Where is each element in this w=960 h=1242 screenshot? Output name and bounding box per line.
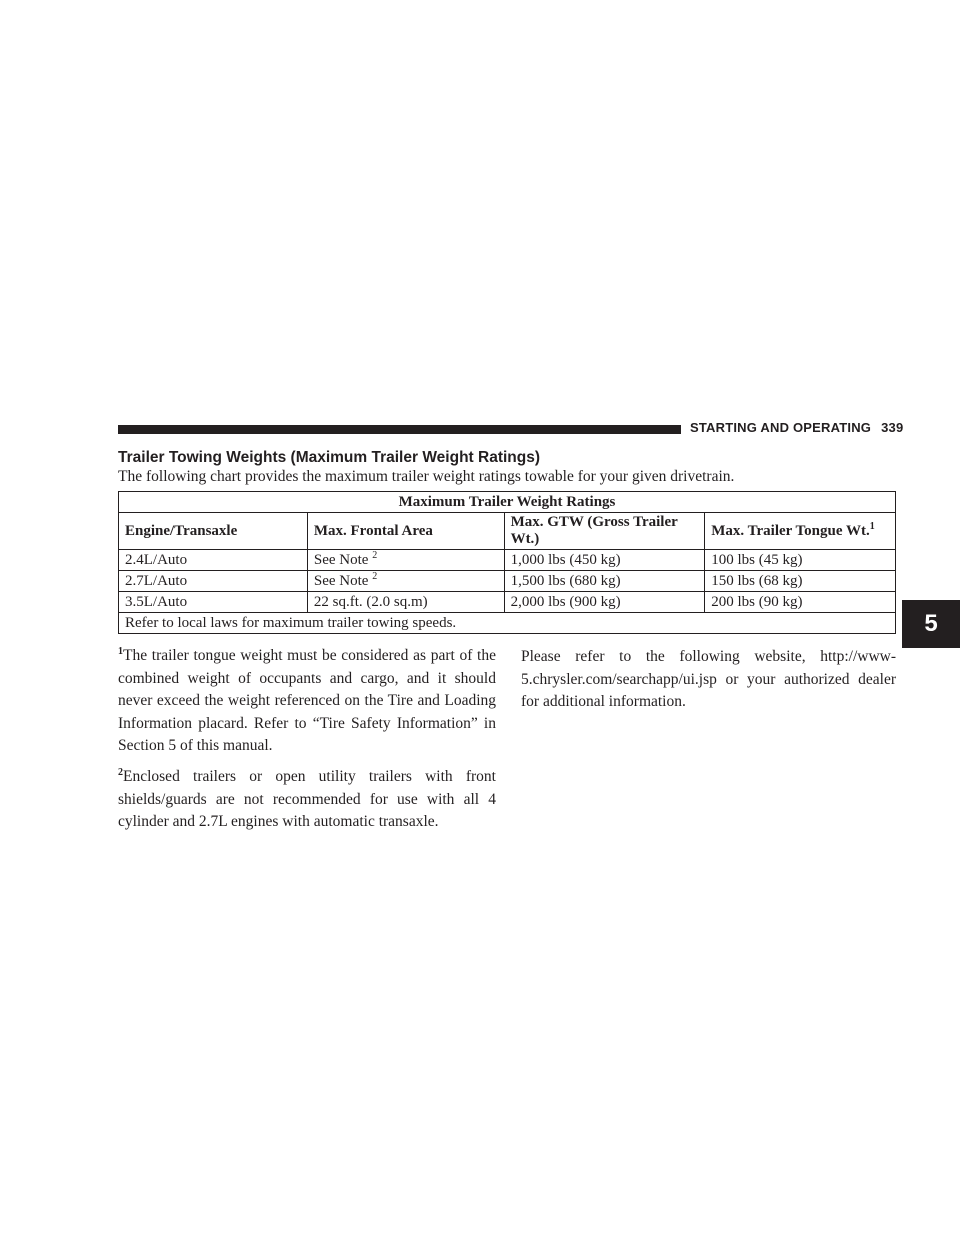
table-row xyxy=(119,571,896,592)
column-header: Max. Frontal Area xyxy=(307,513,504,550)
column-header xyxy=(705,513,896,550)
column-header-label: Max. Trailer Tongue Wt. xyxy=(711,522,870,539)
frontal-area-cell xyxy=(307,550,504,571)
engine-cell: 3.5L/Auto xyxy=(119,592,308,613)
footnote-marker: 1 xyxy=(118,645,123,657)
table-caption: Maximum Trailer Weight Ratings xyxy=(119,492,896,513)
footnote xyxy=(118,645,496,758)
tongue-cell: 150 lbs (68 kg) xyxy=(705,571,896,592)
right-column xyxy=(521,646,896,714)
section-title: Trailer Towing Weights (Maximum Trailer Weight Ratings) xyxy=(118,449,541,466)
footnote-ref: 2 xyxy=(372,549,378,561)
frontal-area-value: See Note xyxy=(313,551,369,568)
footnote xyxy=(118,766,496,834)
footnote-marker: 2 xyxy=(118,766,123,778)
chapter-tab: 5 xyxy=(902,600,960,648)
trailer-weight-table xyxy=(118,491,896,634)
website-reference: Please refer to the following website, http://www-5.chrysler.com/searchapp/ui.jsp or your authorized dealer for additional information. xyxy=(521,648,896,711)
footnote-text: The trailer tongue weight must be considered as part of the combined weight of occupants and cargo, and it should never exceed the weight referenced on the Tire and Loading Information placard. Refer to “Tire Safety Information” in Section 5 of this manual. xyxy=(118,647,496,755)
running-header xyxy=(690,420,903,435)
tongue-cell: 200 lbs (90 kg) xyxy=(705,592,896,613)
column-header: Max. GTW (Gross Trailer Wt.) xyxy=(504,513,705,550)
header-rule xyxy=(118,425,681,434)
tongue-cell: 100 lbs (45 kg) xyxy=(705,550,896,571)
table-footer-note: Refer to local laws for maximum trailer towing speeds. xyxy=(119,613,896,634)
page-number: 339 xyxy=(881,420,904,435)
column-header: Engine/Transaxle xyxy=(119,513,308,550)
footnote-text: Enclosed trailers or open utility trailers with front shields/guards are not recommended for use with all 4 cylinder and 2.7L engines with automatic transaxle. xyxy=(118,767,496,831)
table-row xyxy=(119,592,896,613)
engine-cell: 2.7L/Auto xyxy=(119,571,308,592)
frontal-area-value: See Note xyxy=(313,572,369,589)
footnotes-column xyxy=(118,645,496,842)
gtw-cell: 1,500 lbs (680 kg) xyxy=(504,571,705,592)
gtw-cell: 1,000 lbs (450 kg) xyxy=(504,550,705,571)
footnote-ref: 2 xyxy=(372,570,378,582)
frontal-area-cell xyxy=(307,571,504,592)
table-header-row xyxy=(119,513,896,550)
intro-paragraph: The following chart provides the maximum trailer weight ratings towable for your given drivetrain. xyxy=(118,468,735,485)
section-name: STARTING AND OPERATING xyxy=(690,420,872,435)
engine-cell: 2.4L/Auto xyxy=(119,550,308,571)
gtw-cell: 2,000 lbs (900 kg) xyxy=(504,592,705,613)
frontal-area-cell: 22 sq.ft. (2.0 sq.m) xyxy=(307,592,504,613)
table-row xyxy=(119,550,896,571)
footnote-ref: 1 xyxy=(869,520,875,532)
